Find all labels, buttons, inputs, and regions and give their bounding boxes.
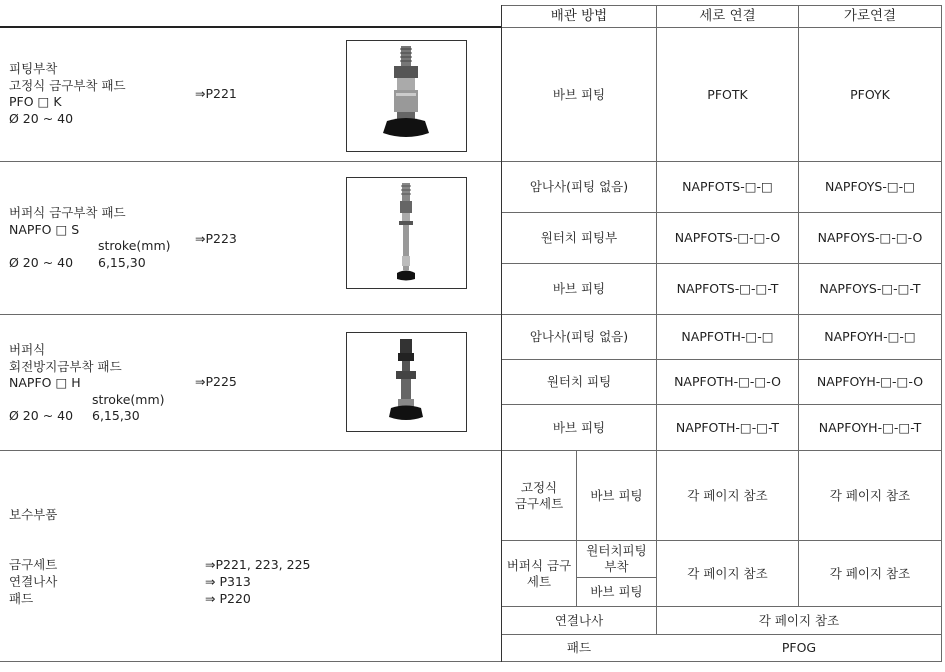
row2-vertical-c: NAPFOTS-□-□-T bbox=[676, 281, 779, 297]
parts-item-label: 연결나사 bbox=[9, 574, 58, 589]
row3-description bbox=[9, 342, 122, 392]
row3-vertical-b: NAPFOTH-□-□-O bbox=[674, 374, 781, 390]
buffer-barb: 바브 피팅 bbox=[590, 584, 643, 600]
fixed-vertical: 각 페이지 참조 bbox=[687, 487, 768, 503]
row2-horizontal-a: NAPFOYS-□-□ bbox=[825, 179, 915, 195]
fixed-set-text: 고정식 금구세트 bbox=[514, 479, 564, 511]
row3-method-c: 바브 피팅 bbox=[552, 419, 606, 435]
buffer-set-text: 버퍼식 금구 세트 bbox=[506, 557, 572, 589]
buffer-horizontal: 각 페이지 참조 bbox=[829, 565, 911, 581]
row2-stroke-values: 6,15,30 bbox=[98, 255, 146, 270]
row2-desc-line: NAPFO □ S bbox=[9, 221, 80, 237]
pad-value: PFOG bbox=[781, 640, 817, 656]
row3-size: Ø 20 ~ 40 bbox=[9, 408, 74, 423]
row2-description bbox=[9, 205, 126, 238]
header-horizontal: 가로연결 bbox=[843, 8, 897, 25]
row3-desc-line: 버퍼식 bbox=[9, 342, 46, 357]
row2-horizontal-c: NAPFOYS-□-□-T bbox=[819, 281, 921, 297]
row2-page-ref: ⇒P223 bbox=[195, 231, 237, 246]
row3-stroke-label: stroke(mm) bbox=[92, 392, 165, 407]
parts-title: 보수부품 bbox=[9, 507, 58, 522]
fixed-horizontal: 각 페이지 참조 bbox=[829, 487, 911, 503]
fixed-barb: 바브 피팅 bbox=[590, 487, 643, 503]
row1-horizontal: PFOYK bbox=[850, 86, 890, 102]
row1-vertical: PFOTK bbox=[707, 86, 748, 102]
row3-horizontal-a: NAPFOYH-□-□ bbox=[824, 329, 916, 345]
header-method: 배관 방법 bbox=[550, 8, 608, 25]
pad-photo-buffer bbox=[346, 177, 467, 289]
parts-item-ref: ⇒ P313 bbox=[205, 574, 251, 589]
pad-photo-fitting bbox=[346, 40, 467, 152]
buffer-set-label bbox=[502, 541, 576, 606]
row1-desc-line: Ø 20 ~ 40 bbox=[9, 110, 74, 126]
row1-page-ref: ⇒P221 bbox=[195, 86, 237, 101]
row2-method-b: 원터치 피팅부 bbox=[540, 230, 618, 246]
row2-size: Ø 20 ~ 40 bbox=[9, 255, 74, 270]
row1-desc-line: 피팅부착 bbox=[9, 61, 58, 76]
row3-vertical-c: NAPFOTH-□-□-T bbox=[675, 419, 780, 435]
buffer-onetouch bbox=[577, 541, 656, 577]
parts-item-label: 패드 bbox=[9, 591, 34, 606]
row3-method-b: 원터치 피팅 bbox=[546, 374, 612, 390]
right-border bbox=[941, 5, 942, 662]
header-vertical: 세로 연결 bbox=[699, 8, 756, 25]
row2-desc-line: 버퍼식 금구부착 패드 bbox=[9, 205, 126, 220]
row1-description bbox=[9, 61, 126, 127]
row3-horizontal-b: NAPFOYH-□-□-O bbox=[816, 374, 924, 390]
row1-method: 바브 피팅 bbox=[552, 86, 606, 102]
row3-stroke-values: 6,15,30 bbox=[92, 408, 140, 423]
screw-value: 각 페이지 참조 bbox=[758, 612, 840, 628]
row3-desc-line: NAPFO □ H bbox=[9, 375, 81, 390]
row2-method-c: 바브 피팅 bbox=[552, 281, 606, 297]
screw-label: 연결나사 bbox=[554, 612, 604, 628]
row2-method-a: 암나사(피팅 없음) bbox=[529, 179, 629, 195]
row1-desc-line: PFO □ K bbox=[9, 94, 62, 109]
pad-label: 패드 bbox=[566, 640, 592, 656]
row1-top-line bbox=[0, 26, 502, 28]
parts-item-label: 금구세트 bbox=[9, 557, 58, 572]
row1-desc-line: 고정식 금구부착 패드 bbox=[9, 77, 126, 93]
fixed-set-label bbox=[502, 451, 576, 540]
row3-horizontal-c: NAPFOYH-□-□-T bbox=[818, 419, 922, 435]
buffer-onetouch-text: 원터치피팅 부착 bbox=[586, 543, 647, 574]
bottom-border bbox=[0, 661, 942, 662]
row3-method-a: 암나사(피팅 없음) bbox=[529, 329, 629, 345]
row2-horizontal-b: NAPFOYS-□-□-O bbox=[817, 230, 923, 246]
buffer-vertical: 각 페이지 참조 bbox=[687, 565, 768, 581]
row2-vertical-a: NAPFOTS-□-□ bbox=[682, 179, 773, 195]
row3-vertical-a: NAPFOTH-□-□ bbox=[681, 329, 774, 345]
parts-item-ref: ⇒P221, 223, 225 bbox=[205, 557, 311, 572]
row3-desc-line: 회전방지금부착 패드 bbox=[9, 358, 122, 374]
pad-photo-anti-rotation bbox=[346, 332, 467, 432]
row2-vertical-b: NAPFOTS-□-□-O bbox=[674, 230, 781, 246]
parts-item-ref: ⇒ P220 bbox=[205, 591, 251, 606]
row3-page-ref: ⇒P225 bbox=[195, 374, 237, 389]
row2-stroke-label: stroke(mm) bbox=[98, 238, 171, 253]
